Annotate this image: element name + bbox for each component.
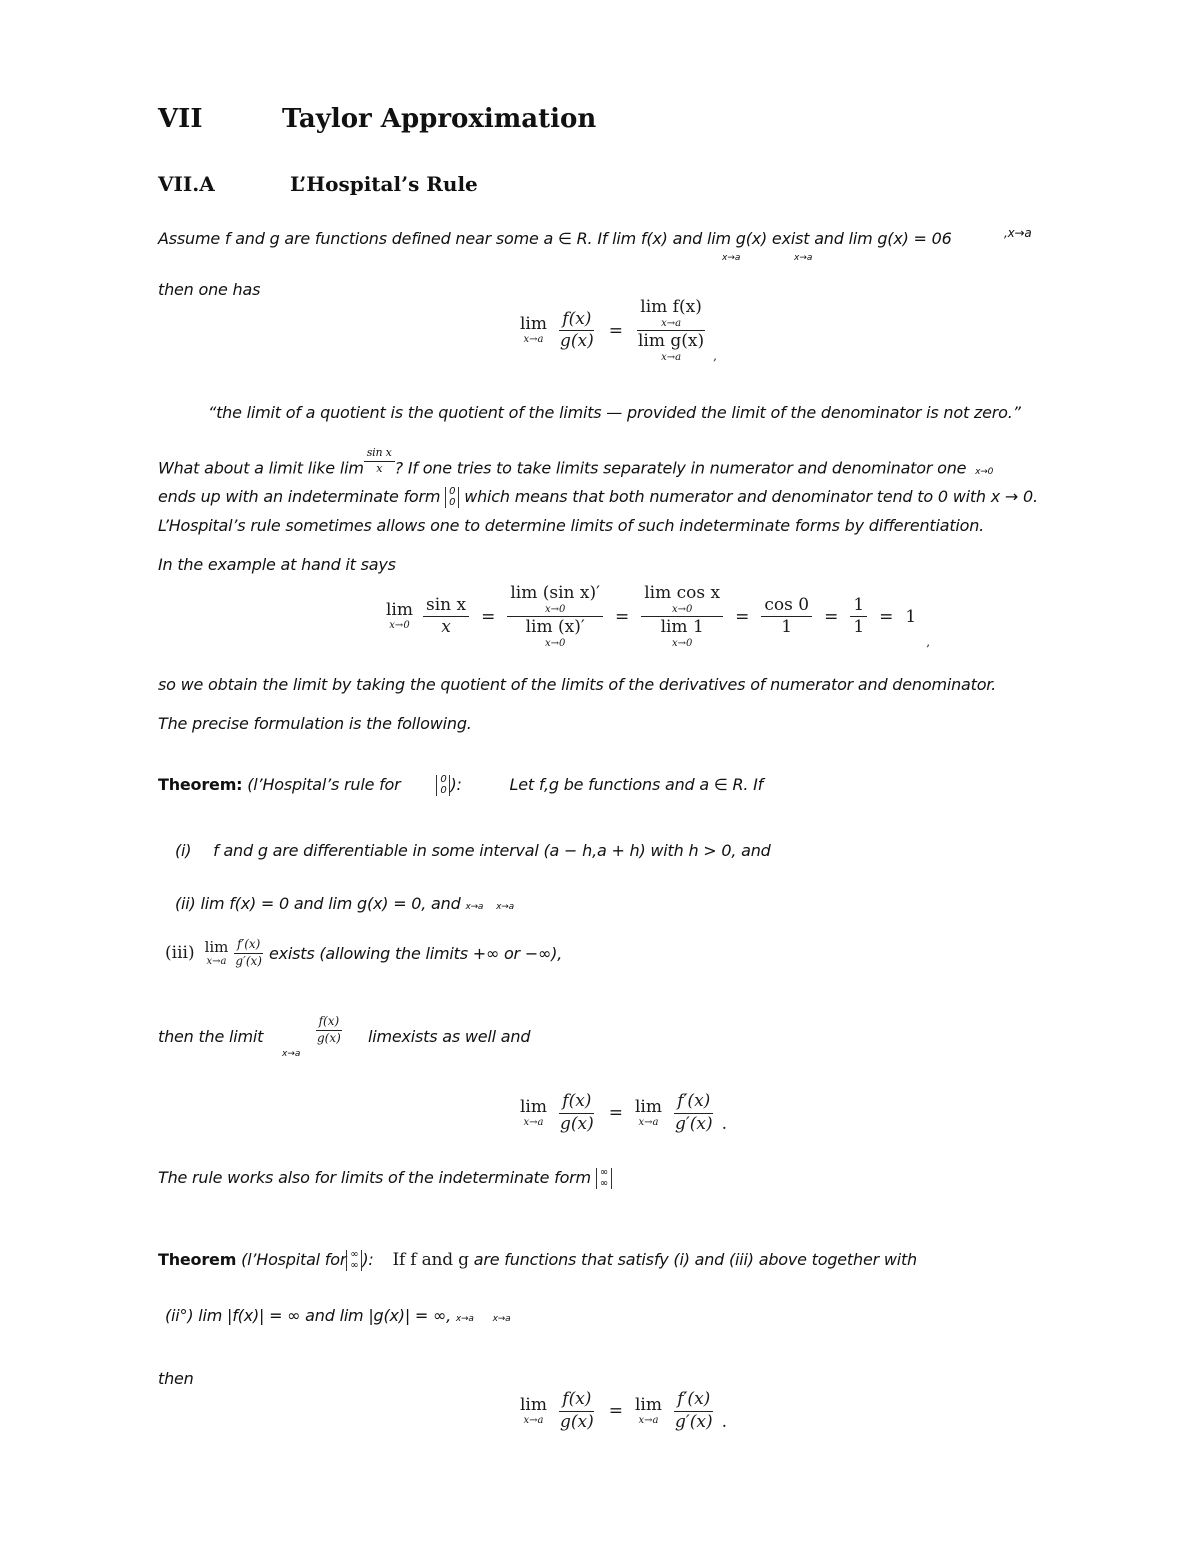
fraction-numerator: 0 [440, 774, 447, 785]
equals-sign: = [879, 606, 894, 627]
fraction-denominator: x [376, 461, 383, 475]
equation-punctuation: , [713, 349, 717, 364]
theorem-name-close: ): [450, 775, 462, 794]
equation-quotient-limits [520, 298, 717, 363]
lim-subscript: x→a [638, 1116, 659, 1128]
equals-sign: = [614, 606, 630, 627]
equals-sign: = [608, 1103, 623, 1124]
fraction-numerator: f′(x) [674, 1390, 713, 1412]
text-span: The rule works also for limits of the indeterminate form [158, 1168, 591, 1187]
lim-subscript: x→0 [544, 603, 566, 615]
theorem-label: Theorem: [158, 775, 243, 794]
section-number: VII.A [158, 172, 215, 196]
fraction-numerator: f′(x) [234, 938, 263, 954]
lim-subscript: x→a [523, 1414, 544, 1426]
equals-sign: = [824, 606, 839, 627]
lim-subscript: x→0 [671, 637, 693, 649]
paragraph-conclusion: so we obtain the limit by taking the quotient of the limits of the derivatives of numerator and denominator. [158, 675, 997, 694]
lim-subscript: x→a [523, 1116, 544, 1128]
equals-sign: = [608, 320, 623, 341]
section-title: L’Hospital’s Rule [290, 172, 478, 196]
equation-lhospital-result [520, 1092, 727, 1134]
fraction-numerator: ∞ [599, 1167, 608, 1178]
fraction-denominator: g(x) [560, 1113, 594, 1134]
paragraph-then: then one has [158, 280, 261, 299]
fraction-denominator: g(x) [560, 1411, 594, 1432]
equation-lhospital-infinity-result [520, 1390, 727, 1432]
lim-subscript: x→a [722, 253, 741, 263]
fraction-numerator: 1 [850, 596, 867, 618]
equals-sign: = [608, 1401, 623, 1422]
lim-operator: lim [520, 1394, 547, 1415]
condition-text: (ii°) lim |f(x)| = ∞ and lim |g(x)| = ∞, [165, 1306, 452, 1325]
fraction-denominator: lim 1 [660, 617, 704, 638]
equation-punctuation: . [721, 1412, 727, 1433]
indeterminate-form [445, 487, 459, 508]
fraction-numerator: sin x [423, 596, 469, 618]
fraction-numerator: lim (sin x)′ [510, 583, 600, 603]
chapter-title: Taylor Approximation [282, 104, 597, 134]
lim-subscript: x→a [794, 253, 813, 263]
paragraph-precise: The precise formulation is the following. [158, 714, 472, 733]
paragraph-assumption-tail: ,x→a [1004, 226, 1032, 240]
text-span: What about a limit like lim [158, 458, 364, 478]
fraction-numerator: f(x) [559, 310, 594, 332]
equation-punctuation: , [926, 635, 931, 650]
theorem-2-heading [158, 1250, 917, 1271]
fraction-denominator: g(x) [317, 1030, 341, 1045]
lim-subscript: x→a [661, 317, 682, 329]
theorem-name-close: ): [362, 1250, 374, 1269]
paragraph-example: In the example at hand it says [158, 555, 396, 574]
fraction-denominator: lim (x)′ [525, 617, 585, 638]
condition-label: (i) [175, 841, 192, 860]
text-span: ends up with an indeterminate form [158, 487, 441, 506]
limit-exists: limexists as well and [368, 1027, 531, 1046]
fraction-denominator: g′(x) [235, 953, 262, 968]
condition-label: (ii) [175, 894, 196, 913]
lim-operator: lim [520, 1096, 547, 1117]
fraction-denominator: 1 [781, 617, 793, 638]
fraction-numerator: f′(x) [674, 1092, 713, 1114]
fraction-denominator: 0 [440, 784, 447, 796]
lim-subscript: x→0 [544, 637, 566, 649]
equation-sinx-example [386, 584, 930, 649]
rule-also-infinity [158, 1168, 612, 1189]
lim-operator: lim [386, 600, 413, 621]
lim-operator: lim [634, 1096, 662, 1117]
condition-ii-infinity [165, 1306, 510, 1325]
condition-text: f and g are differentiable in some interval (a − h,a + h) with h > 0, and [213, 841, 771, 860]
lim-subscript: x→a [465, 902, 484, 912]
fraction-denominator: x [441, 617, 451, 638]
theorem-1-heading [158, 775, 763, 796]
lim-subscript: x→a [638, 1414, 659, 1426]
equals-sign: = [735, 606, 750, 627]
lim-subscript: x→a [523, 334, 544, 346]
lim-operator: lim [520, 314, 547, 335]
theorem-statement: Let f,g be functions and a ∈ R. If [509, 775, 764, 794]
lim-subscript: x→a [496, 902, 514, 912]
fraction-denominator: g′(x) [674, 1411, 713, 1432]
fraction-denominator: g′(x) [674, 1113, 713, 1134]
fraction-denominator: 1 [853, 617, 865, 638]
lim-subscript: x→a [492, 1314, 511, 1324]
indeterminate-form [596, 1168, 612, 1189]
fraction-numerator: cos 0 [761, 596, 812, 618]
lim-operator: lim [204, 937, 229, 956]
paragraph-indeterminate [158, 487, 1038, 508]
theorem-mid-text: If f and g [392, 1250, 469, 1270]
lim-subscript: x→a [282, 1049, 301, 1059]
condition-i [175, 841, 771, 860]
equation-result: 1 [905, 606, 917, 627]
fraction-numerator: 0 [449, 486, 456, 497]
fraction-numerator: lim cos x [644, 583, 721, 603]
fraction-numerator: f(x) [316, 1015, 343, 1031]
fraction-denominator: lim g(x) [637, 331, 705, 352]
lim-subscript: x→0 [671, 603, 693, 615]
theorem-label: Theorem [158, 1250, 237, 1269]
lim-operator: lim [634, 1394, 662, 1415]
theorem-name: (l’Hospital for [241, 1250, 347, 1269]
equation-punctuation: . [721, 1114, 727, 1135]
condition-ii [175, 894, 514, 913]
theorem-statement: are functions that satisfy (i) and (iii) above together with [473, 1250, 917, 1269]
fraction-numerator: f(x) [559, 1390, 594, 1412]
lim-subscript: x→a [206, 955, 227, 967]
fraction-numerator: lim f(x) [640, 297, 702, 317]
fraction-numerator: f(x) [559, 1092, 594, 1114]
condition-label: (iii) [165, 943, 195, 964]
chapter-number: VII [158, 104, 203, 134]
lim-subscript: x→0 [975, 466, 994, 477]
lim-subscript: x→a [661, 351, 682, 363]
condition-text: lim f(x) = 0 and lim g(x) = 0, and [200, 894, 461, 913]
fraction-denominator: ∞ [350, 1259, 359, 1271]
fraction-denominator: ∞ [599, 1177, 608, 1189]
text-span: which means that both numerator and denominator tend to 0 with x → 0. [464, 487, 1038, 506]
fraction-numerator: ∞ [350, 1249, 359, 1260]
fraction-numerator: sin x [364, 447, 395, 462]
condition-iii [165, 938, 562, 969]
lim-subscript: x→a [455, 1314, 474, 1324]
text-span: ? If one tries to take limits separately in numerator and denominator one [394, 458, 967, 478]
indeterminate-form [436, 775, 450, 796]
paragraph-sinx-question [158, 446, 994, 483]
quote: “the limit of a quotient is the quotient of the limits — provided the limit of the denominator is not zero.” [208, 403, 1021, 422]
paragraph-then: then [158, 1369, 194, 1388]
then-the-limit: then the limit [158, 1027, 264, 1046]
fraction-denominator: g(x) [560, 331, 594, 352]
paragraph-lhospital-intro: L’Hospital’s rule sometimes allows one to determine limits of such indeterminate forms by differentiation. [158, 516, 985, 535]
paragraph-assumption: Assume f and g are functions defined near some a ∈ R. If lim f(x) and lim g(x) exist and lim g(x) = 06 [158, 229, 952, 248]
lim-subscript: x→0 [389, 620, 410, 632]
equals-sign: = [481, 606, 496, 627]
inline-fraction [314, 1015, 344, 1046]
fraction-denominator: 0 [449, 496, 456, 508]
condition-text: exists (allowing the limits +∞ or −∞), [268, 943, 563, 963]
theorem-name: (l’Hospital’s rule for [247, 775, 401, 794]
indeterminate-form [346, 1250, 362, 1271]
